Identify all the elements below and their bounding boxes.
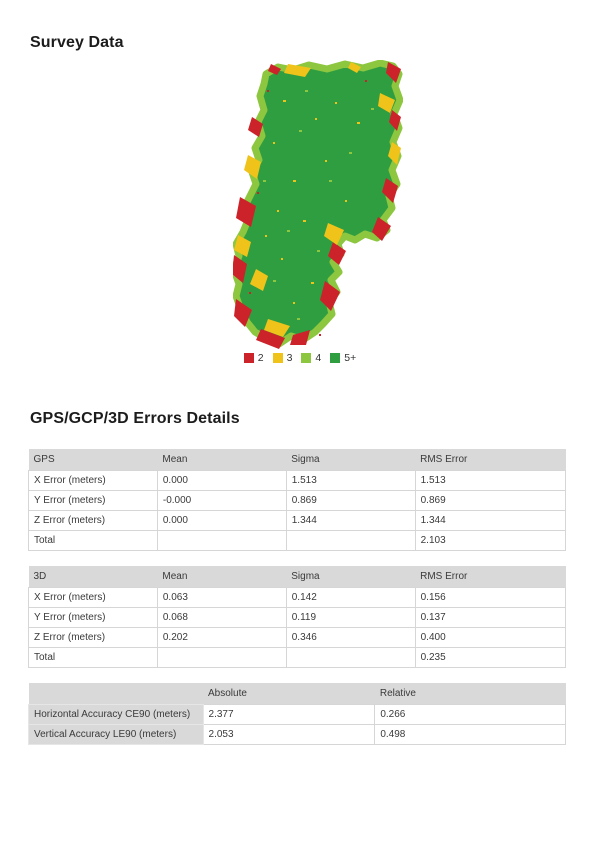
legend-item bbox=[273, 352, 293, 364]
row-label: X Error (meters) bbox=[29, 587, 158, 607]
legend-swatch-2 bbox=[244, 353, 254, 363]
value-cell: 0.235 bbox=[415, 647, 565, 667]
value-cell: 0.346 bbox=[286, 627, 415, 647]
header-cell bbox=[29, 683, 204, 704]
row-label: Z Error (meters) bbox=[29, 510, 158, 530]
table-row bbox=[29, 587, 566, 607]
header-cell: Sigma bbox=[286, 566, 415, 587]
value-cell: 0.202 bbox=[157, 627, 286, 647]
value-cell: 0.266 bbox=[375, 704, 566, 724]
header-cell: GPS bbox=[29, 449, 158, 470]
legend-item bbox=[244, 352, 264, 364]
table-row bbox=[29, 607, 566, 627]
header-cell: RMS Error bbox=[415, 449, 565, 470]
table-row bbox=[29, 490, 566, 510]
legend-swatch-3 bbox=[273, 353, 283, 363]
value-cell: 0.000 bbox=[157, 510, 286, 530]
legend-label: 4 bbox=[315, 352, 322, 364]
legend-label: 2 bbox=[257, 352, 264, 364]
gps-errors-table bbox=[28, 449, 566, 551]
value-cell: 1.344 bbox=[286, 510, 415, 530]
value-cell: 0.119 bbox=[286, 607, 415, 627]
value-cell bbox=[157, 647, 286, 667]
table-row bbox=[29, 530, 566, 550]
legend-swatch-5plus bbox=[330, 353, 340, 363]
table-header-row bbox=[29, 683, 566, 704]
table-row bbox=[29, 470, 566, 490]
accuracy-table bbox=[28, 683, 566, 745]
header-cell: Absolute bbox=[203, 683, 375, 704]
overlap-map-image bbox=[233, 60, 403, 350]
section-title-survey-data: Survey Data bbox=[30, 34, 124, 51]
value-cell: 0.068 bbox=[157, 607, 286, 627]
value-cell: 0.063 bbox=[157, 587, 286, 607]
legend-swatch-4 bbox=[301, 353, 311, 363]
legend-label: 3 bbox=[286, 352, 293, 364]
value-cell: 0.000 bbox=[157, 470, 286, 490]
table-row bbox=[29, 704, 566, 724]
table-header-row bbox=[29, 566, 566, 587]
value-cell: 0.869 bbox=[415, 490, 565, 510]
row-label: X Error (meters) bbox=[29, 470, 158, 490]
row-label: Y Error (meters) bbox=[29, 607, 158, 627]
row-label: Horizontal Accuracy CE90 (meters) bbox=[29, 704, 204, 724]
value-cell bbox=[286, 530, 415, 550]
header-cell: RMS Error bbox=[415, 566, 565, 587]
header-cell: 3D bbox=[29, 566, 158, 587]
value-cell: 2.377 bbox=[203, 704, 375, 724]
value-cell: 2.053 bbox=[203, 724, 375, 744]
row-label: Z Error (meters) bbox=[29, 627, 158, 647]
row-label: Total bbox=[29, 647, 158, 667]
value-cell: 0.869 bbox=[286, 490, 415, 510]
row-label: Y Error (meters) bbox=[29, 490, 158, 510]
value-cell bbox=[286, 647, 415, 667]
value-cell: 1.513 bbox=[286, 470, 415, 490]
legend-item bbox=[330, 352, 356, 364]
value-cell: -0.000 bbox=[157, 490, 286, 510]
table-header-row bbox=[29, 449, 566, 470]
table-row bbox=[29, 510, 566, 530]
header-cell: Relative bbox=[375, 683, 566, 704]
row-label: Total bbox=[29, 530, 158, 550]
header-cell: Mean bbox=[157, 449, 286, 470]
table-row bbox=[29, 647, 566, 667]
value-cell: 0.156 bbox=[415, 587, 565, 607]
overlap-map-figure bbox=[233, 60, 403, 350]
value-cell: 0.137 bbox=[415, 607, 565, 627]
table-row bbox=[29, 627, 566, 647]
header-cell: Sigma bbox=[286, 449, 415, 470]
legend-item bbox=[301, 352, 321, 364]
section-title-errors-details: GPS/GCP/3D Errors Details bbox=[30, 410, 240, 427]
3d-errors-table bbox=[28, 566, 566, 668]
row-label: Vertical Accuracy LE90 (meters) bbox=[29, 724, 204, 744]
value-cell bbox=[157, 530, 286, 550]
header-cell: Mean bbox=[157, 566, 286, 587]
value-cell: 2.103 bbox=[415, 530, 565, 550]
value-cell: 0.400 bbox=[415, 627, 565, 647]
table-row bbox=[29, 724, 566, 744]
overlap-legend bbox=[0, 351, 600, 365]
legend-label: 5+ bbox=[344, 352, 357, 364]
value-cell: 1.344 bbox=[415, 510, 565, 530]
value-cell: 1.513 bbox=[415, 470, 565, 490]
value-cell: 0.142 bbox=[286, 587, 415, 607]
value-cell: 0.498 bbox=[375, 724, 566, 744]
